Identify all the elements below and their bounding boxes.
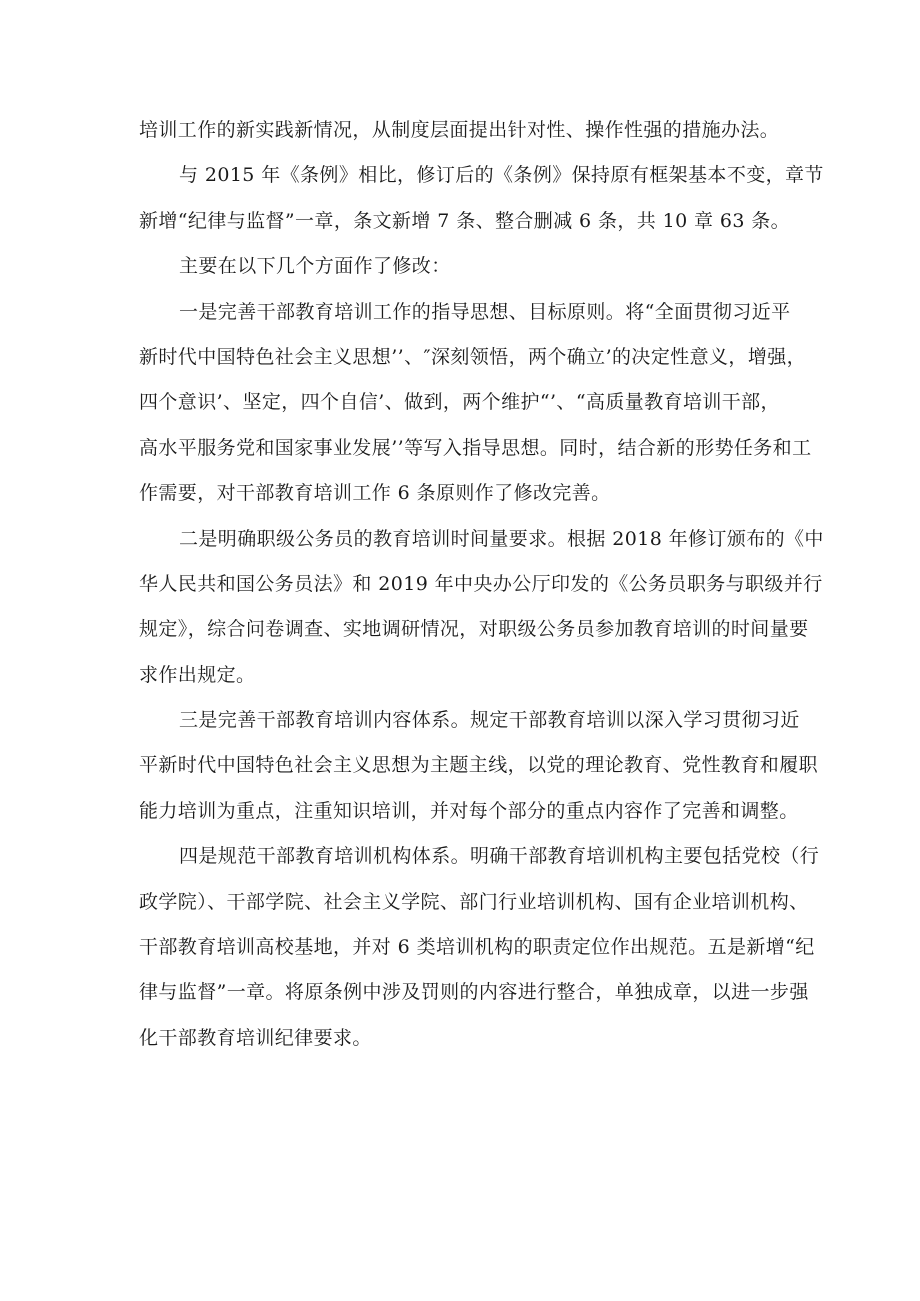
text-line: 作需要，对干部教育培训工作 6 条原则作了修改完善。	[139, 482, 611, 505]
text-line: 新增“纪律与监督”一章，条文新增 7 条、整合删减 6 条，共 10 章 63 条。	[139, 209, 791, 232]
text-line: 主要在以下几个方面作了修改：	[179, 255, 451, 278]
text-line: 平新时代中国特色社会主义思想为主题主线，以党的理论教育、党性教育和履职	[139, 754, 819, 777]
text-line: 四是规范干部教育培训机构体系。明确干部教育培训机构主要包括党校（行	[179, 845, 820, 868]
text-line: 华人民共和国公务员法》和 2019 年中央办公厅印发的《公务员职务与职级并行	[139, 572, 823, 595]
text-line: 高水平服务党和国家事业发展’’等写入指导思想。同时，结合新的形势任务和工	[139, 436, 812, 459]
paragraph-6	[139, 698, 819, 834]
paragraph-5	[139, 517, 824, 699]
paragraph-7	[139, 834, 820, 1061]
text-line: 四个意识’、坚定，四个自信’、做到，两个维护“’、“高质量教育培训干部，	[139, 391, 780, 414]
paragraph-1	[139, 108, 799, 153]
paragraph-2	[139, 153, 824, 244]
text-line: 求作出规定。	[139, 663, 256, 686]
text-line: 干部教育培训高校基地，并对 6 类培训机构的职责定位作出规范。五是新增“纪	[139, 936, 815, 959]
text-line: 律与监督”一章。将原条例中涉及罚则的内容进行整合，单独成章，以进一步强	[139, 981, 809, 1004]
text-line: 一是完善干部教育培训工作的指导思想、目标原则。将“全面贯彻习近平	[179, 300, 791, 323]
document-body	[139, 108, 824, 1061]
text-line: 与 2015 年《条例》相比，修订后的《条例》保持原有框架基本不变，章节	[179, 164, 824, 187]
text-line: 政学院）、干部学院、社会主义学院、部门行业培训机构、国有企业培训机构、	[139, 890, 809, 913]
paragraph-3	[139, 244, 799, 289]
text-line: 二是明确职级公务员的教育培训时间量要求。根据 2018 年修订颁布的《中	[179, 527, 824, 550]
paragraph-4	[139, 290, 812, 517]
text-line: 化干部教育培训纪律要求。	[139, 1026, 372, 1049]
text-line: 培训工作的新实践新情况，从制度层面提出针对性、操作性强的措施办法。	[139, 119, 780, 141]
text-line: 新时代中国特色社会主义思想’’、″深刻领悟，两个确立’的决定性意义，增强，	[139, 345, 807, 368]
text-line: 三是完善干部教育培训内容体系。规定干部教育培训以深入学习贯彻习近	[179, 709, 800, 732]
text-line: 规定》，综合问卷调查、实地调研情况，对职级公务员参加教育培训的时间量要	[139, 618, 809, 641]
text-line: 能力培训为重点，注重知识培训，并对每个部分的重点内容作了完善和调整。	[139, 799, 799, 822]
